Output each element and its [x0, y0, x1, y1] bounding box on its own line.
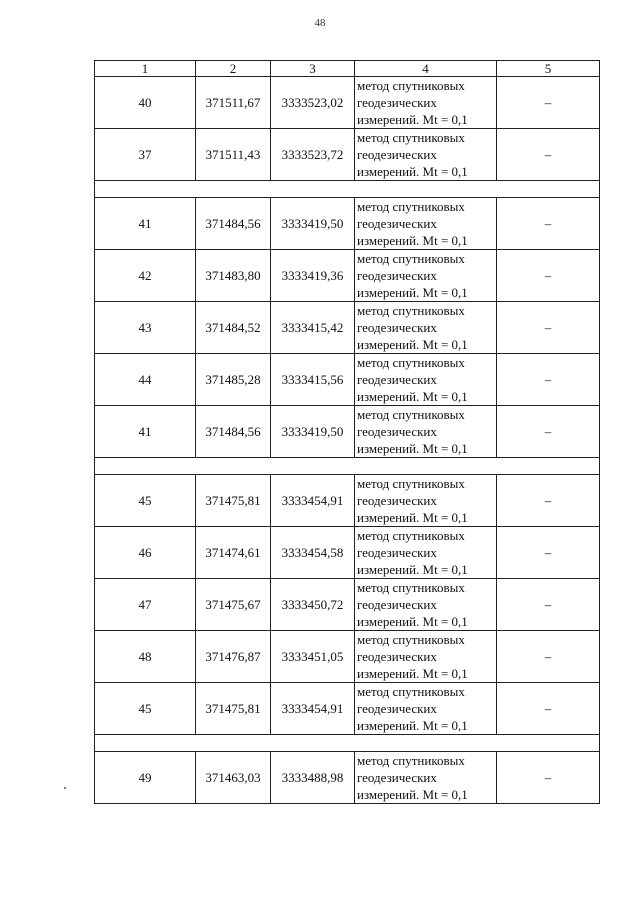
method-line: измерений. Mt = 0,1 — [357, 562, 468, 577]
table-row — [95, 527, 600, 579]
accuracy-cell: – — [497, 631, 600, 683]
method-line: метод спутниковых — [357, 684, 465, 699]
method-line: измерений. Mt = 0,1 — [357, 441, 468, 456]
method-cell — [355, 406, 497, 458]
method-cell — [355, 250, 497, 302]
table-row — [95, 250, 600, 302]
separator-cell — [95, 181, 600, 198]
x-coordinate-cell: 371463,03 — [196, 752, 271, 804]
method-cell — [355, 77, 497, 129]
header-cell-col2: 2 — [196, 61, 271, 77]
separator-row — [95, 458, 600, 475]
point-number-cell: 40 — [95, 77, 196, 129]
method-cell — [355, 198, 497, 250]
method-cell — [355, 475, 497, 527]
accuracy-cell: – — [497, 77, 600, 129]
point-number-cell: 41 — [95, 198, 196, 250]
method-line: измерений. Mt = 0,1 — [357, 233, 468, 248]
method-line: метод спутниковых — [357, 528, 465, 543]
y-coordinate-cell: 3333415,42 — [271, 302, 355, 354]
point-number-cell: 46 — [95, 527, 196, 579]
table-row — [95, 631, 600, 683]
method-line: метод спутниковых — [357, 476, 465, 491]
accuracy-cell: – — [497, 302, 600, 354]
y-coordinate-cell: 3333454,91 — [271, 683, 355, 735]
y-coordinate-cell: 3333488,98 — [271, 752, 355, 804]
method-line: измерений. Mt = 0,1 — [357, 285, 468, 300]
table-row — [95, 579, 600, 631]
header-cell-col5: 5 — [497, 61, 600, 77]
method-line: геодезических — [357, 493, 437, 508]
accuracy-cell: – — [497, 354, 600, 406]
method-cell — [355, 527, 497, 579]
table-row — [95, 77, 600, 129]
method-line: геодезических — [357, 545, 437, 560]
accuracy-cell: – — [497, 250, 600, 302]
accuracy-cell: – — [497, 129, 600, 181]
point-number-cell: 43 — [95, 302, 196, 354]
y-coordinate-cell: 3333419,50 — [271, 198, 355, 250]
y-coordinate-cell: 3333523,02 — [271, 77, 355, 129]
method-line: измерений. Mt = 0,1 — [357, 666, 468, 681]
method-cell — [355, 683, 497, 735]
method-line: геодезических — [357, 216, 437, 231]
x-coordinate-cell: 371511,67 — [196, 77, 271, 129]
accuracy-cell: – — [497, 475, 600, 527]
point-number-cell: 44 — [95, 354, 196, 406]
header-row — [95, 61, 600, 77]
y-coordinate-cell: 3333454,91 — [271, 475, 355, 527]
method-line: измерений. Mt = 0,1 — [357, 787, 468, 802]
point-number-cell: 42 — [95, 250, 196, 302]
point-number-cell: 48 — [95, 631, 196, 683]
x-coordinate-cell: 371485,28 — [196, 354, 271, 406]
method-line: геодезических — [357, 372, 437, 387]
method-line: метод спутниковых — [357, 303, 465, 318]
accuracy-cell: – — [497, 527, 600, 579]
accuracy-cell: – — [497, 406, 600, 458]
method-cell — [355, 129, 497, 181]
table-row — [95, 406, 600, 458]
method-line: геодезических — [357, 268, 437, 283]
y-coordinate-cell: 3333415,56 — [271, 354, 355, 406]
method-cell — [355, 752, 497, 804]
coordinates-table-body — [95, 61, 600, 804]
method-line: измерений. Mt = 0,1 — [357, 164, 468, 179]
point-number-cell: 49 — [95, 752, 196, 804]
accuracy-cell: – — [497, 579, 600, 631]
method-cell — [355, 354, 497, 406]
method-line: геодезических — [357, 320, 437, 335]
point-number-cell: 45 — [95, 683, 196, 735]
y-coordinate-cell: 3333523,72 — [271, 129, 355, 181]
method-line: метод спутниковых — [357, 407, 465, 422]
x-coordinate-cell: 371484,52 — [196, 302, 271, 354]
method-line: геодезических — [357, 770, 437, 785]
point-number-cell: 41 — [95, 406, 196, 458]
method-line: геодезических — [357, 701, 437, 716]
y-coordinate-cell: 3333419,50 — [271, 406, 355, 458]
method-line: метод спутниковых — [357, 130, 465, 145]
x-coordinate-cell: 371475,81 — [196, 683, 271, 735]
method-line: метод спутниковых — [357, 199, 465, 214]
method-line: измерений. Mt = 0,1 — [357, 389, 468, 404]
table-row — [95, 198, 600, 250]
method-line: метод спутниковых — [357, 251, 465, 266]
method-line: измерений. Mt = 0,1 — [357, 112, 468, 127]
method-line: геодезических — [357, 424, 437, 439]
x-coordinate-cell: 371476,87 — [196, 631, 271, 683]
method-line: измерений. Mt = 0,1 — [357, 718, 468, 733]
method-line: геодезических — [357, 649, 437, 664]
method-line: геодезических — [357, 147, 437, 162]
page-number: 48 — [314, 17, 326, 29]
y-coordinate-cell: 3333451,05 — [271, 631, 355, 683]
x-coordinate-cell: 371483,80 — [196, 250, 271, 302]
table-row — [95, 129, 600, 181]
header-cell-col4: 4 — [355, 61, 497, 77]
x-coordinate-cell: 371484,56 — [196, 406, 271, 458]
method-line: измерений. Mt = 0,1 — [357, 510, 468, 525]
accuracy-cell: – — [497, 198, 600, 250]
x-coordinate-cell: 371475,81 — [196, 475, 271, 527]
x-coordinate-cell: 371484,56 — [196, 198, 271, 250]
point-number-cell: 45 — [95, 475, 196, 527]
x-coordinate-cell: 371475,67 — [196, 579, 271, 631]
method-line: метод спутниковых — [357, 78, 465, 93]
accuracy-cell: – — [497, 752, 600, 804]
table-row — [95, 302, 600, 354]
y-coordinate-cell: 3333450,72 — [271, 579, 355, 631]
method-cell — [355, 631, 497, 683]
x-coordinate-cell: 371511,43 — [196, 129, 271, 181]
separator-cell — [95, 458, 600, 475]
y-coordinate-cell: 3333419,36 — [271, 250, 355, 302]
separator-row — [95, 181, 600, 198]
point-number-cell: 37 — [95, 129, 196, 181]
x-coordinate-cell: 371474,61 — [196, 527, 271, 579]
method-cell — [355, 579, 497, 631]
method-line: метод спутниковых — [357, 632, 465, 647]
method-line: геодезических — [357, 95, 437, 110]
table-row — [95, 354, 600, 406]
separator-cell — [95, 735, 600, 752]
scan-speck — [64, 787, 66, 789]
method-line: метод спутниковых — [357, 355, 465, 370]
coordinates-table — [94, 60, 600, 804]
method-line: метод спутниковых — [357, 753, 465, 768]
method-line: геодезических — [357, 597, 437, 612]
header-cell-col3: 3 — [271, 61, 355, 77]
method-cell — [355, 302, 497, 354]
table-row — [95, 752, 600, 804]
method-line: измерений. Mt = 0,1 — [357, 614, 468, 629]
separator-row — [95, 735, 600, 752]
table-row — [95, 475, 600, 527]
y-coordinate-cell: 3333454,58 — [271, 527, 355, 579]
method-line: измерений. Mt = 0,1 — [357, 337, 468, 352]
accuracy-cell: – — [497, 683, 600, 735]
table-row — [95, 683, 600, 735]
point-number-cell: 47 — [95, 579, 196, 631]
method-line: метод спутниковых — [357, 580, 465, 595]
header-cell-col1: 1 — [95, 61, 196, 77]
